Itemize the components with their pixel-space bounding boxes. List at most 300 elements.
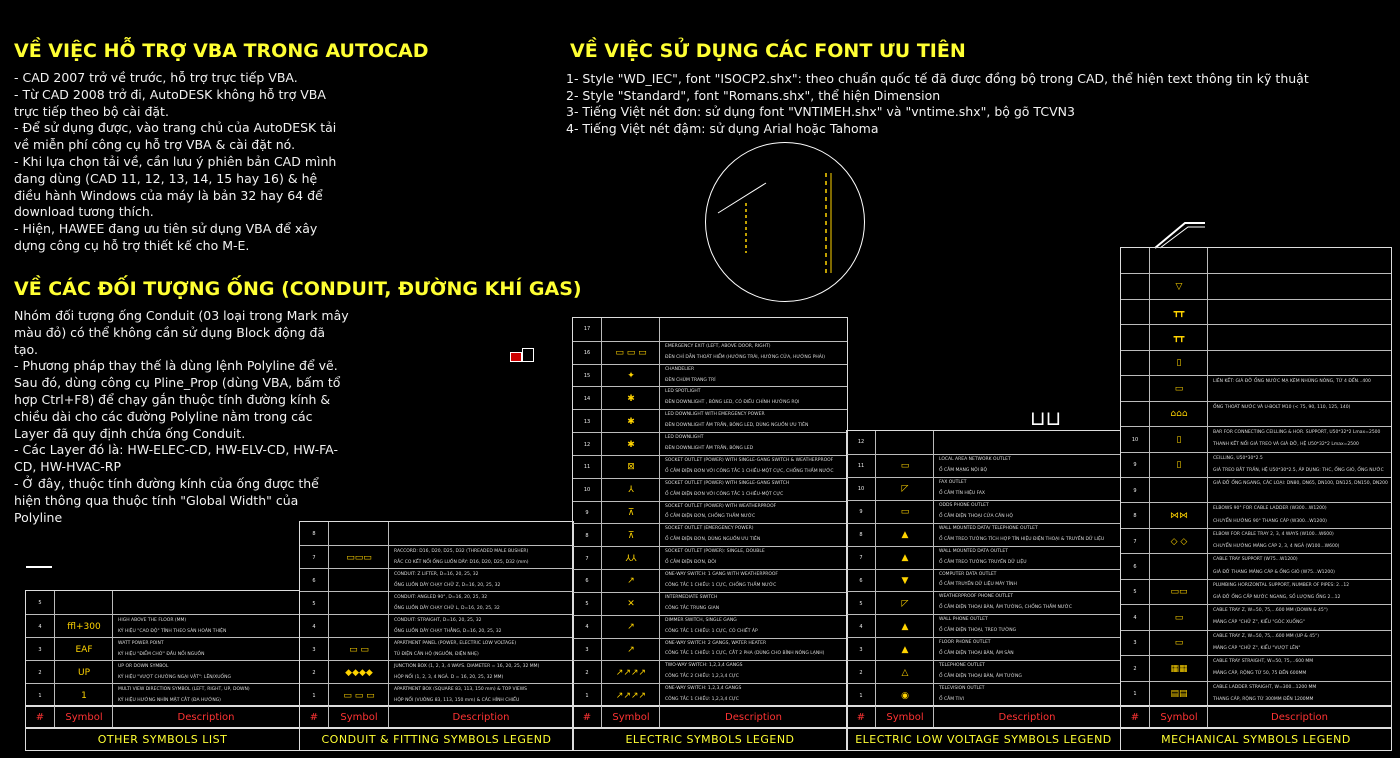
description-vi: GIÁ ĐỠ ỐNG CẤP NƯỚC NGANG, SỐ LƯỢNG ỐNG 2...12 [1213, 594, 1341, 600]
legend-row [26, 591, 299, 614]
description-vi: KÝ HIỆU "CAO ĐỘ" TÍNH THEO SÀN HOÀN THIỆN [118, 629, 227, 634]
row-number: 16 [583, 350, 591, 357]
description-vi: Ổ CẮM ĐIỆN ĐƠN, CHỐNG THẤM NƯỚC [665, 514, 756, 520]
font-line-1: 1- Style "WD_IEC", font "ISOCP2.shx": theo chuẩn quốc tế đã được đồng bộ trong CAD, thể hiện text thông tin kỹ thuật [566, 71, 1309, 86]
symbol-description [659, 342, 847, 365]
symbol-icon: ▭▭▭ [328, 546, 389, 569]
description-en: EMERGENCY EXIT (LEFT, ABOVE DOOR, RIGHT) [665, 343, 771, 349]
description-en: FAX OUTLET [939, 479, 967, 485]
description-en: TELEPHONE OUTLET [939, 663, 985, 669]
legend-row [300, 568, 573, 592]
symbol-icon: ⊠ [601, 456, 660, 479]
symbol-icon: ▭ [1149, 605, 1208, 630]
symbol-description [659, 318, 847, 341]
legend-row [847, 569, 1120, 593]
legend-row [26, 614, 299, 638]
symbol-description [933, 661, 1120, 684]
font-line-4: 4- Tiếng Việt nét đậm: sử dụng Arial hoặc Tahoma [566, 121, 879, 136]
header-description: Description [1207, 706, 1391, 728]
legend-row [573, 638, 847, 662]
symbol-icon: ↗↗↗↗ [601, 661, 660, 684]
header-description: Description [933, 706, 1120, 728]
symbol-icon [54, 591, 113, 614]
row-number: 9 [859, 509, 863, 516]
row-number: 6 [1133, 564, 1137, 571]
description-en: WALL MOUNTED DATA/ TELEPHONE OUTLET [939, 525, 1038, 531]
row-number: 2 [1133, 665, 1137, 672]
symbol-icon: ▲ [875, 638, 934, 661]
row-number: 2 [585, 669, 589, 676]
symbol-icon: ◸ [875, 478, 934, 501]
description-vi: ĐÈN DOWNLIGHT ÂM TRẦN, BÓNG LED [665, 446, 754, 452]
header-number: # [582, 711, 592, 723]
row-number: 9 [1133, 462, 1137, 469]
symbol-icon [328, 522, 389, 545]
symbol-description [1207, 248, 1391, 273]
symbol-description [1207, 427, 1391, 452]
row-number [1121, 274, 1149, 299]
legend-row [847, 637, 1120, 661]
row-number: 14 [583, 395, 591, 402]
row-number: 15 [583, 373, 591, 380]
description-en: BAR FOR CONNECTING CEILLING & HOR. SUPPORT, U50*32*2 Lmax=2500 [1213, 430, 1381, 436]
panel-icon [522, 348, 534, 362]
symbol-icon: ⅄ [601, 479, 660, 502]
legend-row [1121, 477, 1391, 503]
symbol-icon: ▦▦ [1149, 656, 1208, 681]
symbol-description [1207, 351, 1391, 376]
description-en: FLOOR PHONE OUTLET [939, 640, 991, 646]
symbol-icon: ▲ [875, 524, 934, 547]
symbol-description [1207, 580, 1391, 605]
legend-row [1121, 604, 1391, 630]
description-en: MULTI VIEW DIRECTION SYMBOL (LEFT, RIGHT, UP, DOWN) [118, 687, 250, 692]
symbol-icon: ✦ [601, 365, 660, 388]
symbol-description [659, 547, 847, 570]
electric-header-row [572, 705, 848, 729]
symbol-icon [875, 431, 934, 454]
row-number: 6 [312, 577, 316, 584]
symbol-description [388, 638, 573, 661]
symbol-description [1207, 656, 1391, 681]
legend-row [26, 683, 299, 707]
symbol-description [1207, 325, 1391, 350]
description-en: CONDUIT: STRAIGHT, D=16, 20, 25, 32 [394, 618, 482, 623]
description-vi: Ổ CẮM MẠNG NỘI BỘ [939, 467, 988, 473]
row-number: 2 [312, 669, 316, 676]
description-en: TELEVISION OUTLET [939, 686, 985, 692]
electric-legend-footer: ELECTRIC SYMBOLS LEGEND [572, 727, 848, 751]
description-en: ONE-WAY SWITCH: 1 GANG WITH WEATHERPROOF [665, 572, 779, 578]
symbol-icon: ✕ [601, 593, 660, 616]
symbol-description [659, 479, 847, 502]
symbol-description [933, 570, 1120, 593]
symbol-description [659, 524, 847, 547]
detail-circle [705, 142, 865, 302]
symbol-icon: ▭ ▭ ▭ [328, 684, 389, 707]
symbol-icon [328, 569, 389, 592]
header-number: # [35, 711, 45, 723]
row-number: 3 [312, 646, 316, 653]
description-vi: CÔNG TẮC 1 CHIỀU: 1 CỰC, CHỐNG THẤM NƯỚC [665, 582, 777, 588]
row-number: 4 [38, 623, 42, 630]
symbol-description [388, 569, 573, 592]
bracket-icon [1150, 213, 1210, 251]
hanger-icon: ⊔⊔ [1030, 406, 1062, 430]
description-en: HIGH ABOVE THE FLOOR (MM) [118, 618, 187, 623]
header-description: Description [388, 706, 573, 728]
description-en: SOCKET OUTLET (EMERGENCY POWER) [665, 526, 754, 532]
symbol-icon: EAF [54, 638, 113, 661]
red-mark-icon [510, 352, 522, 362]
symbol-description [388, 615, 573, 638]
mechanical-legend-footer: MECHANICAL SYMBOLS LEGEND [1120, 727, 1392, 751]
description-vi: CÔNG TẮC 1 CHIỀU: 1,2,3,4 CỰC [665, 697, 739, 703]
description-vi: HỘP NỐI (1, 2, 3, 4 NGẢ. D = 16, 20, 25, 32 MM) [394, 675, 504, 680]
legend-row [300, 660, 573, 684]
symbol-description [1207, 300, 1391, 325]
symbol-icon: ▭ [1149, 631, 1208, 656]
description-vi: KÝ HIỆU "ĐIỂM CHỜ" ĐẦU NỐI NGUỒN [118, 652, 205, 657]
legend-row [573, 546, 847, 570]
legend-row [573, 683, 847, 707]
symbol-icon: ▲ [875, 615, 934, 638]
row-number: 3 [859, 646, 863, 653]
symbol-icon: ┳┳ [1149, 300, 1208, 325]
symbol-icon: ◆◆◆◆ [328, 661, 389, 684]
row-number: 9 [1133, 487, 1137, 494]
symbol-icon: ◸ [875, 592, 934, 615]
mechanical-symbols-table [1120, 247, 1392, 707]
row-number: 12 [583, 441, 591, 448]
legend-row [847, 523, 1120, 547]
legend-row [300, 683, 573, 707]
legend-row [26, 637, 299, 661]
row-number [1121, 248, 1149, 273]
symbol-description [388, 684, 573, 707]
legend-row [1121, 350, 1391, 376]
description-en: ODDS PHONE OUTLET [939, 502, 989, 508]
header-number: # [309, 711, 319, 723]
description-en: CONDUIT: Z LIFTER, D=16, 20, 25, 32 [394, 572, 479, 577]
description-en: CHANDELIER [665, 366, 695, 372]
legend-row [300, 591, 573, 615]
description-en: INTERMEDIATE SWITCH [665, 594, 718, 600]
description-en: UP OR DOWN SYMBOL [118, 664, 169, 669]
legend-row [847, 431, 1120, 454]
description-vi: Ổ CẮM ĐIỆN ĐƠN VỚI CÔNG TẮC 1 CHIỀU-MỘT CỰC, CHỐNG THẤM NƯỚC [665, 468, 834, 474]
description-vi: GIÁ TREO BẮT TRẦN, HỆ U50*30*2.5, ÁP DỤNG: THC, ỐNG GIÓ, ỐNG NƯỚC [1213, 467, 1384, 473]
description-vi: Ổ CẮM ĐIỆN THOẠI CỬA CĂN HỘ [939, 513, 1013, 519]
fonts-heading: VỀ VIỆC SỬ DỤNG CÁC FONT ƯU TIÊN [570, 40, 966, 62]
description-vi: Ổ CẮM TIVI [939, 697, 964, 703]
symbol-description [933, 501, 1120, 524]
row-number: 2 [38, 669, 42, 676]
legend-row [573, 501, 847, 525]
description-en: ỐNG THOÁT NƯỚC VÀ U-BOLT M10 (< 75, 90, 110, 125, 140) [1213, 404, 1351, 410]
legend-row [300, 545, 573, 569]
electric-symbols-table [572, 317, 848, 707]
symbol-icon: ⊼ [601, 502, 660, 525]
symbol-icon: ▭ [875, 501, 934, 524]
symbol-icon: ◇ ◇ [1149, 529, 1208, 554]
legend-row [1121, 324, 1391, 350]
legend-row [847, 477, 1120, 501]
symbol-description [933, 592, 1120, 615]
row-number [1121, 300, 1149, 325]
row-number: 8 [1133, 513, 1137, 520]
description-en: CABLE TRAY Z, W=50, 75,...600 MM (DOWN & 45°) [1213, 608, 1328, 614]
legend-row [847, 500, 1120, 524]
symbol-icon [1149, 478, 1208, 503]
symbol-icon: ✱ [601, 433, 660, 456]
symbol-icon: ▽ [1149, 274, 1208, 299]
description-vi: Ổ CẮM ĐIỆN THOẠI BÀN, ÂM SÀN [939, 651, 1014, 657]
description-vi: TỦ ĐIỆN CĂN HỘ (NGUỒN, ĐIỆN NHẸ) [394, 652, 479, 657]
description-vi: ĐÈN CHÙM TRANG TRÍ [665, 377, 716, 383]
font-line-2: 2- Style "Standard", font "Romans.shx", thể hiện Dimension [566, 88, 941, 103]
legend-row [573, 592, 847, 616]
description-en: LED DOWNLIGHT [665, 435, 704, 441]
description-vi: Ổ CẮM ĐIỆN ĐƠN, ĐÔI [665, 560, 717, 566]
legend-row [573, 615, 847, 639]
legend-row [1121, 273, 1391, 299]
description-vi: Ổ CẮM ĐIỆN THOẠI BÀN, ÂM TƯỜNG, CHỐNG THẤM NƯỚC [939, 605, 1073, 611]
conduit-symbols-table [299, 521, 574, 707]
dash-mark [26, 566, 52, 568]
row-number: 11 [857, 463, 865, 470]
description-vi: THANG CÁP, RỘNG TỪ 300MM ĐẾN 1200MM [1213, 696, 1314, 702]
symbol-description [1207, 376, 1391, 401]
symbol-description [112, 661, 299, 684]
symbol-description [933, 547, 1120, 570]
description-vi: GIÁ ĐỠ ỐNG NGANG, CÁC LOẠI: DN80, DN65, DN100, DN125, DN150, DN200 [1213, 481, 1388, 486]
symbol-description [1207, 682, 1391, 707]
legend-row [573, 660, 847, 684]
row-number: 10 [857, 486, 865, 493]
description-vi: CÔNG TẮC 1 CHIỀU: 1 CỰC, CÓ CHIẾT ÁP [665, 628, 758, 634]
symbol-description [659, 616, 847, 639]
legend-row [847, 454, 1120, 478]
row-number: 17 [583, 326, 591, 333]
row-number: 7 [859, 555, 863, 562]
symbol-icon [328, 615, 389, 638]
symbol-description [659, 684, 847, 707]
symbol-description [933, 524, 1120, 547]
description-vi: MÁNG CÁP "CHỮ Z", KIỂU "GÓC XUỐNG" [1213, 620, 1305, 626]
symbol-icon [1149, 248, 1208, 273]
conduit-heading: VỀ CÁC ĐỐI TƯỢNG ỐNG (CONDUIT, ĐƯỜNG KHÍ GAS) [14, 278, 582, 300]
legend-row [573, 341, 847, 365]
symbol-description [659, 661, 847, 684]
row-number: 11 [583, 464, 591, 471]
symbol-description [388, 592, 573, 615]
symbol-description [659, 593, 847, 616]
symbol-description [112, 615, 299, 638]
description-vi: MÁNG CÁP "CHỮ Z", KIỂU "VƯỢT LÊN" [1213, 645, 1301, 651]
row-number: 1 [859, 692, 863, 699]
symbol-description [659, 639, 847, 662]
legend-row [847, 660, 1120, 684]
conduit-header-row [299, 705, 574, 729]
description-vi: Ổ CẮM TREO TƯỜNG TÍCH HỢP TÍN HIỆU ĐIỆN THOẠI & TRUYỀN DỮ LIỆU [939, 536, 1105, 542]
row-number: 2 [859, 669, 863, 676]
legend-row [1121, 248, 1391, 273]
description-en: WATT POWER POINT [118, 641, 164, 646]
legend-row [573, 478, 847, 502]
header-symbol: Symbol [1149, 706, 1208, 728]
description-vi: ĐÈN DOWNLIGHT ÂM TRẦN, BÓNG LED, DÙNG NGUỒN ƯU TIÊN [665, 423, 809, 429]
symbol-icon: ↗ [601, 639, 660, 662]
row-number: 4 [312, 623, 316, 630]
row-number: 1 [1133, 691, 1137, 698]
legend-row [573, 455, 847, 479]
description-vi: MÁNG CÁP, RỘNG TỪ 50, 75 ĐẾN 600MM [1213, 671, 1307, 677]
legend-row [847, 591, 1120, 615]
row-number: 9 [585, 509, 589, 516]
symbol-description [933, 455, 1120, 478]
description-en: CEILLING, U50*30*2.5 [1213, 455, 1263, 461]
conduit-text: Nhóm đối tượng ống Conduit (03 loại trong Mark mây màu đỏ) có thể không cần sử dụng Block động đã tạo. - Phương pháp thay thế là dùng lệnh Polyline để vẽ. Sau đó, dùng công cụ Pline_Prop (dùng VBA, bấm tổ hợp Ctrl+F8) để chạy gắn thuộc tính đường kính & chiều dài cho các đường Polyline nằm trong các Layer đã quy định chứa ống Conduit. - Các Layer đó là: HW-ELEC-CD, HW-ELV-CD, HW-FA-CD, HW-HVAC-RP - Ở đây, thuộc tính đường kính của ống được thể hiện thông qua thuộc tính "Global Width" của Polyline [14, 308, 349, 525]
symbol-icon: ⋈⋈ [1149, 503, 1208, 528]
symbol-icon: ◉ [875, 684, 934, 707]
description-en: ELBOWS 90° FOR CABLE LADDER (W300...W1200) [1213, 506, 1327, 512]
vba-text: - CAD 2007 trở về trước, hỗ trợ trực tiếp VBA. - Từ CAD 2008 trở đi, AutoDESK không hỗ trợ VBA trực tiếp theo bộ cài đặt. - Để sử dụng được, vào trang chủ của AutoDESK tải về miễn phí công cụ hỗ trợ VBA & cài đặt nó. - Khi lựa chọn tải về, cần lưu ý phiên bản CAD mình đang dùng (CAD 11, 12, 13, 14, 15 hay 16) & hệ điều hành Windows của máy là bản 32 hay 64 để download tương thích. - Hiện, HAWEE đang ưu tiên sử dụng VBA để xây dựng công cụ hỗ trợ thiết kế cho M-E. [14, 70, 337, 253]
symbol-description [659, 387, 847, 410]
description-vi: RẮC CO KẾT NỐI ỐNG LUỒN DÂY: D16, D20, D25, D32 (mm) [394, 560, 529, 565]
symbol-description [933, 615, 1120, 638]
symbol-icon: ⅄⅄ [601, 547, 660, 570]
description-vi: CÔNG TẮC 2 CHIỀU: 1,2,3,4 CỰC [665, 674, 739, 680]
symbol-description [1207, 605, 1391, 630]
description-vi: Ổ CẮM ĐIỆN ĐƠN, DÙNG NGUỒN ƯU TIÊN [665, 537, 761, 543]
row-number: 5 [1133, 589, 1137, 596]
row-number: 7 [1133, 538, 1137, 545]
legend-row [1121, 528, 1391, 554]
vba-heading: VỀ VIỆC HỖ TRỢ VBA TRONG AUTOCAD [14, 40, 429, 62]
legend-row [1121, 553, 1391, 579]
mechanical-header-row [1120, 705, 1392, 729]
legend-row [573, 386, 847, 410]
description-vi: Ổ CẮM TÍN HIỆU FAX [939, 490, 985, 496]
row-number: 1 [585, 692, 589, 699]
description-vi: Ổ CẮM ĐIỆN THOẠI BÀN, ÂM TƯỜNG [939, 674, 1022, 680]
description-en: SOCKET OUTLET (POWER) WITH SINGLE-GANG SWITCH & WEATHERPROOF [665, 457, 834, 463]
legend-row [300, 522, 573, 545]
row-number: 5 [859, 600, 863, 607]
description-vi: Ổ CẮM TRUYỀN DỮ LIỆU MÁY TÍNH [939, 582, 1017, 588]
description-vi: Ổ CẮM ĐIỆN ĐƠN VỚI CÔNG TẮC 1 CHIỀU-MỘT CỰC [665, 491, 784, 497]
description-en: COMPUTER DATA OUTLET [939, 571, 997, 577]
header-symbol: Symbol [601, 706, 660, 728]
description-en: CABLE TRAY Z, W=50, 75,...600 MM (UP & 45°) [1213, 633, 1319, 639]
symbol-icon: ↗↗↗↗ [601, 684, 660, 707]
symbol-description [1207, 503, 1391, 528]
legend-row [847, 546, 1120, 570]
description-en: CABLE TRAY SUPPORT (W75...W1200) [1213, 557, 1298, 563]
description-en: SOCKET OUTLET (POWER): SINGLE, DOUBLE [665, 549, 765, 555]
description-en: ONE-WAY SWITCH: 2 GANGS, WATER HEATER [665, 640, 767, 646]
symbol-description [1207, 529, 1391, 554]
description-en: LED DOWNLIGHT WITH EMERGENCY POWER [665, 412, 765, 418]
row-number: 7 [585, 555, 589, 562]
symbol-icon: ▲ [875, 547, 934, 570]
row-number: 3 [585, 646, 589, 653]
description-en: LIÊN KẾT: GIÁ ĐỠ ỐNG NƯỚC MẠ KẼM NHÚNG NÓNG, TỪ 4 ĐẾN...400 [1213, 379, 1371, 385]
row-number: 5 [38, 599, 42, 606]
other-header-row [25, 705, 300, 729]
symbol-icon: ▭ [875, 455, 934, 478]
symbol-description [659, 502, 847, 525]
row-number: 3 [38, 646, 42, 653]
description-en: LOCAL AREA NETWORK OUTLET [939, 456, 1011, 462]
legend-row [1121, 681, 1391, 707]
description-vi: CÔNG TẮC TRUNG GIAN [665, 605, 720, 611]
legend-row [1121, 630, 1391, 656]
description-en: ONE-WAY SWITCH: 1,2,3,4 GANGS [665, 686, 742, 692]
symbol-description [933, 478, 1120, 501]
row-number: 6 [585, 578, 589, 585]
legend-row [573, 523, 847, 547]
description-en: LED SPOTLIGHT [665, 389, 701, 395]
description-vi: ỐNG LUỒN DÂY CHẠY CHỮ Z, D=16, 20, 25, 32 [394, 583, 501, 588]
symbol-description [388, 522, 573, 545]
symbol-icon: ↗ [601, 616, 660, 639]
description-vi: CÔNG TẮC 1 CHIỀU: 1 CỰC, CẮT 2 PHA (DÙNG CHO BÌNH NÓNG LẠNH) [665, 651, 825, 657]
description-en: WALL PHONE OUTLET [939, 617, 988, 623]
symbol-icon: ✱ [601, 387, 660, 410]
symbol-description [1207, 402, 1391, 427]
description-en: DIMMER SWITCH, SINGLE GANG [665, 617, 737, 623]
row-number [1121, 402, 1149, 427]
symbol-icon: ▯ [1149, 453, 1208, 478]
row-number: 8 [585, 532, 589, 539]
description-vi: ỐNG LUỒN DÂY CHẠY CHỮ L, D=16, 20, 25, 32 [394, 606, 500, 611]
legend-row [573, 364, 847, 388]
description-en: RACCORD: D16, D20, D25, D32 (THREADED MALE BUSHER) [394, 549, 529, 554]
row-number: 1 [312, 692, 316, 699]
symbol-icon [601, 318, 660, 341]
legend-row [1121, 452, 1391, 478]
description-en: WEATHERPROOF PHONE OUTLET [939, 594, 1014, 600]
symbol-description [659, 570, 847, 593]
row-number: 5 [585, 601, 589, 608]
description-vi: KÝ HIỆU "VƯỢT CHƯỚNG NGẠI VẬT": LÊN/XUỐNG [118, 675, 231, 680]
legend-row [300, 637, 573, 661]
description-vi: ỐNG LUỒN DÂY CHẠY THẲNG, D=16, 20, 25, 32 [394, 629, 502, 634]
legend-row [573, 569, 847, 593]
symbol-icon: ▼ [875, 570, 934, 593]
legend-row [300, 614, 573, 638]
symbol-description [1207, 274, 1391, 299]
row-number: 10 [1131, 436, 1139, 443]
description-en: SOCKET OUTLET (POWER) WITH SINGLE-GANG SWITCH [665, 480, 790, 486]
row-number: 3 [1133, 640, 1137, 647]
description-vi: HỘP NỐI (VUÔNG 83, 113, 150 mm) & CÁC HÌNH CHIẾU [394, 698, 520, 703]
elv-legend-footer: ELECTRIC LOW VOLTAGE SYMBOLS LEGEND [846, 727, 1121, 751]
symbol-description [659, 410, 847, 433]
symbol-icon: ▤▤ [1149, 682, 1208, 707]
row-number: 5 [312, 600, 316, 607]
description-en: APARTMENT BOX (SQUARE 83, 113, 150 mm) & TOP VIEWS [394, 687, 528, 692]
description-en: WALL MOUNTED DATA OUTLET [939, 548, 1009, 554]
font-line-3: 3- Tiếng Việt nét đơn: sử dụng font "VNTIMEH.shx" và "vntime.shx", bộ gõ TCVN3 [566, 104, 1075, 119]
symbol-icon: ✱ [601, 410, 660, 433]
header-number: # [856, 711, 866, 723]
legend-row [1121, 655, 1391, 681]
conduit-legend-footer: CONDUIT & FITTING SYMBOLS LEGEND [299, 727, 574, 751]
symbol-icon: △ [875, 661, 934, 684]
